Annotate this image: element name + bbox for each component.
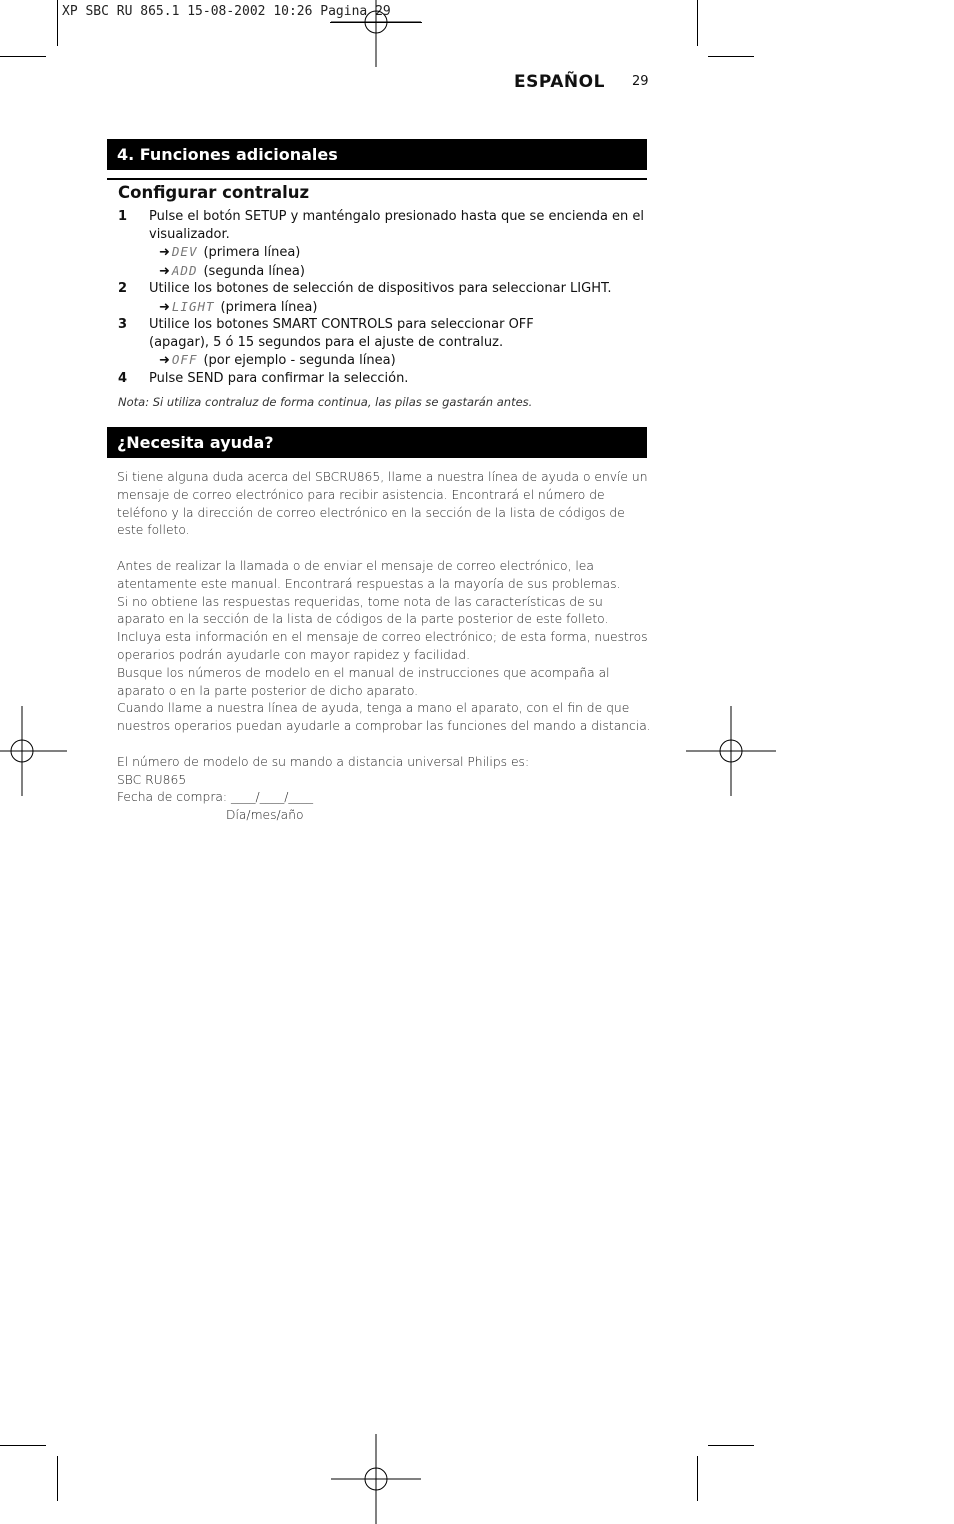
lcd-text: LIGHT (171, 298, 215, 314)
section-title-bar: 4. Funciones adicionales (107, 139, 647, 170)
page-number: 29 (632, 74, 649, 89)
crop-mark (697, 0, 698, 46)
step-text: Utilice los botones SMART CONTROLS para seleccionar OFF (apagar), 5 ó 15 segundos para el ajuste de contraluz. (149, 317, 534, 350)
step-number: 2 (118, 281, 128, 296)
display-desc: (por ejemplo - segunda línea) (203, 353, 396, 368)
display-desc: (primera línea) (220, 299, 318, 315)
display-desc: (primera línea) (203, 245, 301, 260)
paragraph: Si tiene alguna duda acerca del SBCRU865, llame a nuestra línea de ayuda o envíe un mensaje de correo electrónico para recibir asistencia. Encontrará el número de teléfono y la dirección de correo electrónico en la sección de la lista de códigos de este folleto. (117, 470, 648, 538)
help-body (117, 469, 652, 825)
list-item (118, 316, 648, 351)
display-desc: (segunda línea) (203, 263, 305, 279)
arrow-icon: ➜ (159, 299, 170, 315)
section-rule (107, 178, 647, 180)
date-format-label: Día/mes/año (226, 808, 304, 823)
crop-mark (708, 56, 754, 57)
display-line (118, 243, 648, 262)
arrow-icon: ➜ (159, 245, 170, 260)
purchase-date-line: Fecha de compra: ____/____/____ (117, 790, 314, 805)
note-text: Nota: Si utiliza contraluz de forma continua, las pilas se gastarán antes. (118, 395, 533, 409)
lcd-text: ADD (171, 262, 198, 278)
paragraph: Cuando llame a nuestra línea de ayuda, tenga a mano el aparato, con el fin de que nuestros operarios puedan ayudarle a comprobar las funciones del mando a distancia. (117, 701, 651, 734)
arrow-icon: ➜ (159, 263, 170, 279)
step-number: 1 (118, 209, 128, 224)
display-line (118, 298, 648, 317)
paragraph: Antes de realizar la llamada o de enviar el mensaje de correo electrónico, lea atentamente este manual. Encontrará respuestas a la mayoría de sus problemas. (117, 558, 621, 591)
crop-mark (697, 1456, 698, 1501)
section-rule (107, 456, 647, 458)
print-slug-line: XP SBC RU 865.1 15-08-2002 10:26 Pagina 29 (62, 4, 391, 19)
display-line (118, 262, 648, 281)
display-line (118, 351, 648, 370)
list-item (118, 370, 648, 388)
registration-mark-icon (331, 0, 421, 67)
language-heading: ESPAÑOL (514, 72, 605, 92)
list-item (118, 280, 648, 298)
arrow-icon: ➜ (159, 353, 170, 368)
model-number: SBC RU865 (117, 772, 187, 787)
model-line: El número de modelo de su mando a distancia universal Philips es: (117, 754, 530, 769)
list-item (118, 208, 648, 243)
subheading: Configurar contraluz (118, 183, 310, 202)
crop-mark (0, 1445, 46, 1446)
lcd-text: OFF (171, 352, 198, 367)
step-list (118, 208, 648, 387)
crop-mark (708, 1445, 754, 1446)
registration-mark-icon (686, 706, 776, 796)
crop-mark (57, 0, 58, 46)
registration-mark-icon (0, 706, 67, 796)
step-number: 4 (118, 370, 128, 386)
section-title-bar: ¿Necesita ayuda? (107, 427, 647, 458)
lcd-text: DEV (171, 244, 198, 259)
step-text: Pulse el botón SETUP y manténgalo presionado hasta que se encienda en el visualizador. (149, 209, 645, 242)
registration-mark-icon (331, 1434, 421, 1524)
paragraph: Si no obtiene las respuestas requeridas, tome nota de las características de su aparato en la sección de la lista de códigos de la parte posterior de este folleto. Incluya esta información en el mensaje de correo electrónico; de esta forma, nuestros operarios podrán ayudarle con mayor rapidez y facilidad. (117, 594, 648, 662)
paragraph: Busque los números de modelo en el manual de instrucciones que acompaña al aparato o en la parte posterior de dicho aparato. (117, 665, 610, 698)
step-text: Utilice los botones de selección de dispositivos para seleccionar LIGHT. (149, 281, 612, 296)
crop-mark (57, 1456, 58, 1501)
crop-mark (0, 56, 46, 57)
step-number: 3 (118, 317, 128, 332)
step-text: Pulse SEND para confirmar la selección. (149, 370, 409, 386)
